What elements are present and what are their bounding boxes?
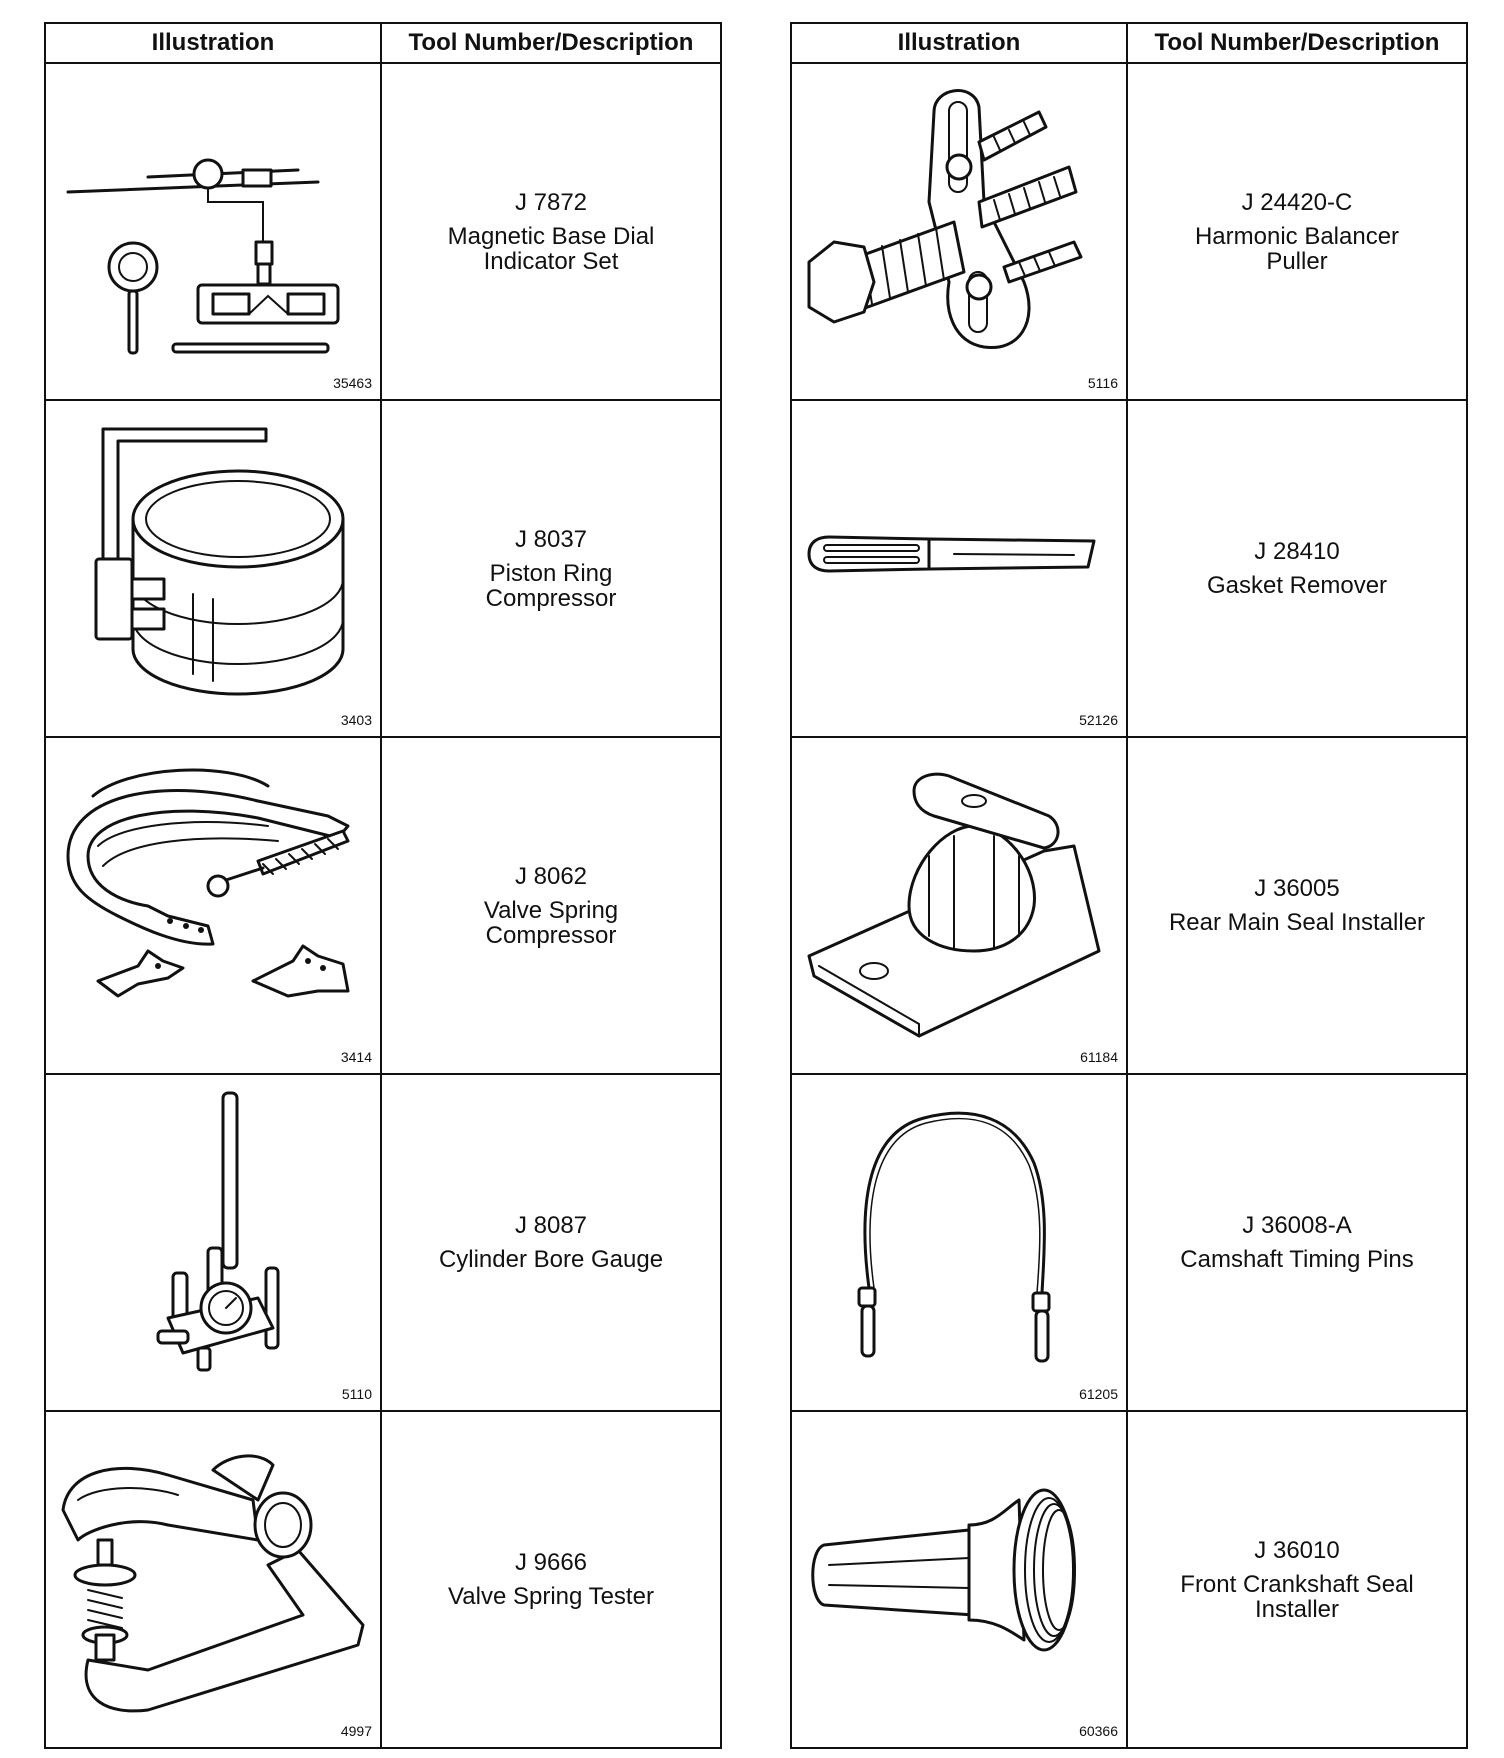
tool-number: J 7872 [514,188,588,216]
left-header-row [45,23,721,63]
illustration-cell [791,400,1127,737]
seal-installer-icon [804,756,1114,1046]
description-cell [1127,1074,1467,1411]
illustration-cell [791,737,1127,1074]
right-header-row [791,23,1467,63]
right-tool-table [790,22,1468,1749]
illustration-cell [45,63,381,400]
tool-header: Tool Number/Description [1127,23,1467,63]
figure-number: 52126 [1079,712,1118,728]
figure-number: 5110 [341,1386,372,1402]
tool-number: J 28410 [1254,538,1340,565]
tool-number: J 36010 [1254,1536,1340,1564]
tool-number: J 8062 [514,862,588,890]
figure-number: 5116 [1087,375,1118,391]
figure-number: 61205 [1079,1386,1118,1402]
tool-name: Camshaft Timing Pins [1180,1246,1414,1273]
dial-indicator-set-icon [58,82,368,372]
gasket-remover-icon [804,419,1114,709]
tool-name: Cylinder Bore Gauge [438,1246,664,1273]
illustration-cell [45,400,381,737]
table-row [45,400,721,737]
tool-number: J 36008-A [1242,1212,1352,1239]
balancer-puller-icon [804,82,1114,372]
figure-number: 4997 [340,1723,372,1739]
tool-name: Harmonic Balancer Puller [1194,222,1400,275]
tool-number: J 8037 [514,525,588,553]
description-cell [1127,63,1467,400]
description-cell [381,737,721,1074]
description-cell [381,400,721,737]
left-tool-table [44,22,722,1749]
bore-gauge-icon [58,1093,368,1383]
tool-number: J 36005 [1254,875,1340,902]
valve-spring-tester-icon [58,1430,368,1720]
illustration-cell [791,1074,1127,1411]
table-row [45,737,721,1074]
figure-number: 3403 [340,712,372,728]
table-row [791,400,1467,737]
figure-number: 3414 [340,1049,372,1065]
piston-ring-compressor-icon [58,419,368,709]
crankshaft-seal-installer-icon [804,1430,1114,1720]
illustration-header: Illustration [791,23,1127,63]
tool-name: Valve Spring Compressor [483,896,619,949]
tool-name: Front Crankshaft Seal Installer [1180,1570,1414,1623]
description-cell [381,63,721,400]
table-row [45,1074,721,1411]
table-row [791,737,1467,1074]
illustration-cell [791,1411,1127,1748]
table-row [791,1074,1467,1411]
figure-number: 35463 [333,375,372,391]
tool-name: Gasket Remover [1206,572,1388,599]
tool-name: Valve Spring Tester [448,1583,654,1610]
description-cell [381,1411,721,1748]
table-row [791,1411,1467,1748]
description-cell [1127,1411,1467,1748]
illustration-cell [45,1411,381,1748]
tool-number: J 24420-C [1241,188,1353,216]
table-row [791,63,1467,400]
illustration-header: Illustration [45,23,381,63]
tool-number: J 8087 [514,1212,588,1239]
tool-header: Tool Number/Description [381,23,721,63]
illustration-cell [45,1074,381,1411]
table-row [45,1411,721,1748]
illustration-cell [45,737,381,1074]
description-cell [1127,737,1467,1074]
tool-name: Magnetic Base Dial Indicator Set [447,222,655,275]
figure-number: 61184 [1080,1049,1118,1065]
description-cell [381,1074,721,1411]
tool-number: J 9666 [514,1549,588,1576]
illustration-cell [791,63,1127,400]
tool-name: Rear Main Seal Installer [1168,909,1426,936]
description-cell [1127,400,1467,737]
timing-pins-icon [804,1093,1114,1383]
tool-name: Piston Ring Compressor [485,559,617,612]
valve-spring-compressor-icon [58,756,368,1046]
figure-number: 60366 [1079,1723,1118,1739]
table-row [45,63,721,400]
